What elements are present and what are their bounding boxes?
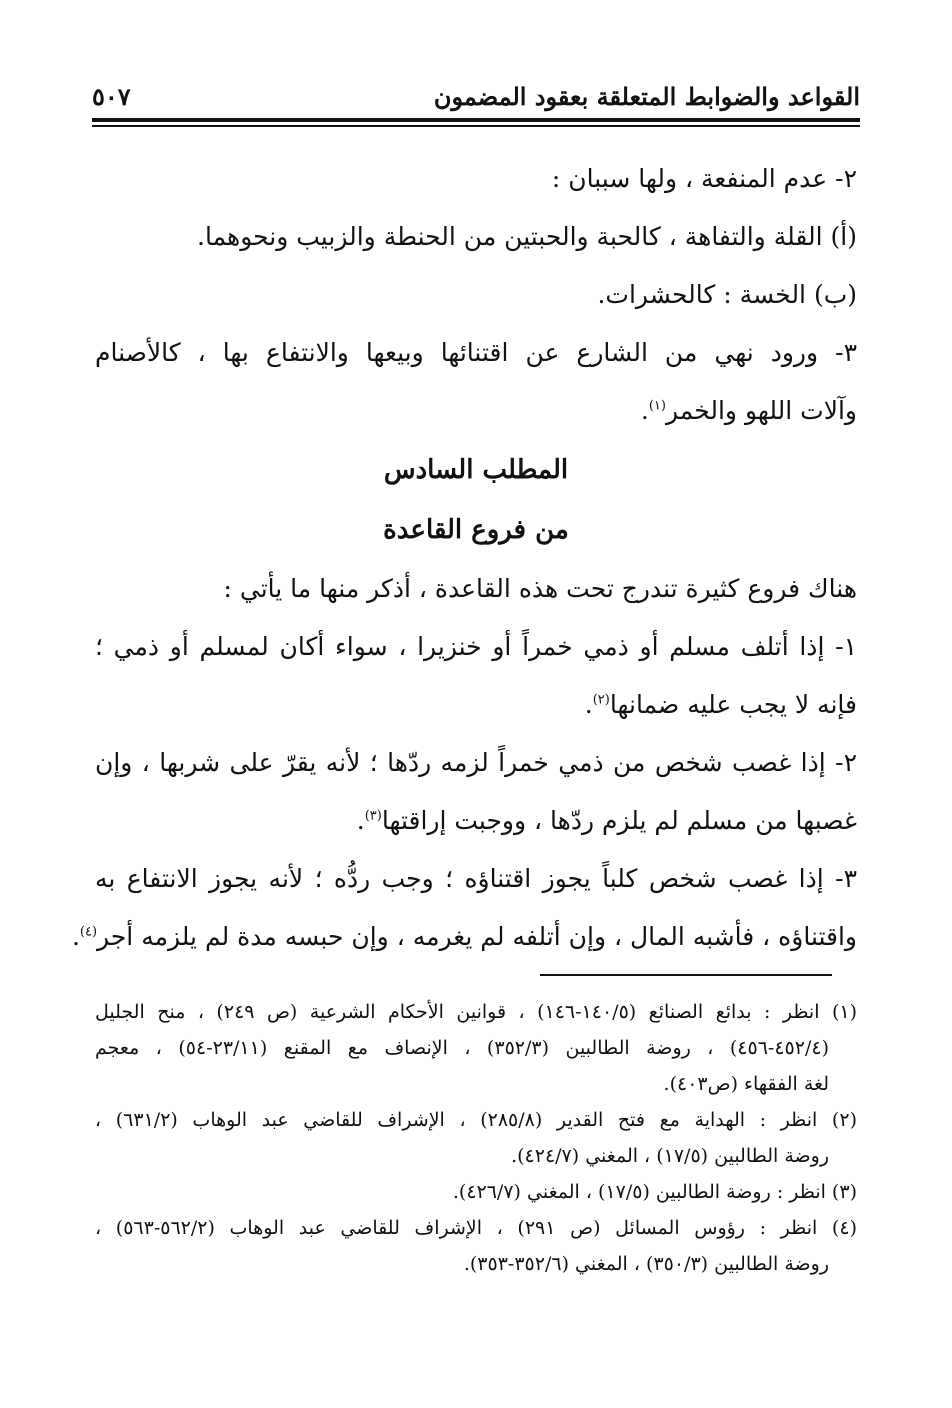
text-line [95,792,857,850]
text-line [95,676,857,734]
text-line: هناك فروع كثيرة تندرج تحت هذه القاعدة ، أذكر منها ما يأتي : [223,574,857,603]
running-header [92,76,860,116]
text-fragment: واقتناؤه ، فأشبه المال ، وإن أتلفه لم يغرمه ، وإن حبسه مدة لم يلزمه أجر [97,922,857,951]
text-fragment: فإنه لا يجب عليه ضمانها [609,690,857,719]
text-line [95,382,857,440]
text-fragment: . [356,806,365,835]
text-line: (ب) الخسة : كالحشرات. [597,280,857,309]
text-line: ٣- ورود نهي من الشارع عن اقتنائها وبيعها والانتفاع بها ، كالأصنام [95,338,857,367]
footnote-line: (٤٥٢/٤-٤٥٦) ، روضة الطالبين (٣٥٢/٣) ، الإنصاف مع المقنع (٢٣/١١-٥٤) ، معجم [95,1037,829,1059]
footnote-line: (٢) انظر : الهداية مع فتح القدير (٢٨٥/٨) ، الإشراف للقاضي عبد الوهاب (٦٣١/٢) ، [95,1109,857,1131]
text-fragment: . [71,922,80,951]
text-line: ٢- عدم المنفعة ، ولها سببان : [551,164,857,193]
footnote-ref[interactable]: (١) [648,398,666,414]
footnote-line: (١) انظر : بدائع الصنائع (١٤٠/٥-١٤٦) ، قوانين الأحكام الشرعية (ص ٢٤٩) ، منح الجليل [95,1001,857,1023]
running-title: القواعد والضوابط المتعلقة بعقود المضمون [433,81,860,111]
footnote-ref[interactable]: (٣) [364,808,382,824]
footnotes [95,994,857,1282]
text-fragment: . [640,396,649,425]
text-line: (أ) القلة والتفاهة ، كالحبة والحبتين من الحنطة والزبيب ونحوهما. [197,222,857,251]
section-heading: المطلب السادس [383,455,569,485]
header-rule-thick [92,118,860,122]
footnote-line: روضة الطالبين (٣٥٠/٣) ، المغني (٣٥٢/٦-٣٥٣). [463,1253,829,1275]
footnote-line: (٤) انظر : رؤوس المسائل (ص ٢٩١) ، الإشراف للقاضي عبد الوهاب (٥٦٢/٢-٥٦٣) ، [95,1217,857,1239]
footnote-separator [540,974,832,976]
text-line [71,908,857,966]
page-number: ٥٠٧ [92,81,131,111]
footnote-line: روضة الطالبين (١٧/٥) ، المغني (٤٢٤/٧). [511,1145,829,1167]
text-line: ٣- إذا غصب شخص كلباً يجوز اقتناؤه ؛ وجب ردُّه ؛ لأنه يجوز الانتفاع به [95,864,857,893]
footnote-ref[interactable]: (٢) [592,692,610,708]
text-fragment: غصبها من مسلم لم يلزم ردّها ، ووجبت إراقتها [381,806,857,835]
text-fragment: . [584,690,593,719]
footnote-line: لغة الفقهاء (ص٤٠٣). [663,1073,829,1095]
main-text [71,150,857,966]
text-line: ٢- إذا غصب شخص من ذمي خمراً لزمه ردّها ؛ لأنه يقرّ على شربها ، وإن [95,748,857,777]
text-fragment: وآلات اللهو والخمر [665,396,857,425]
text-line: ١- إذا أتلف مسلم أو ذمي خمراً أو خنزيرا ، سواء أكان لمسلم أو ذمي ؛ [95,632,857,661]
footnote-line: (٣) انظر : روضة الطالبين (١٧/٥) ، المغني (٤٢٦/٧). [452,1181,857,1203]
header-rule-thin [92,125,860,127]
section-subheading: من فروع القاعدة [383,515,569,545]
footnote-ref[interactable]: (٤) [79,924,98,940]
